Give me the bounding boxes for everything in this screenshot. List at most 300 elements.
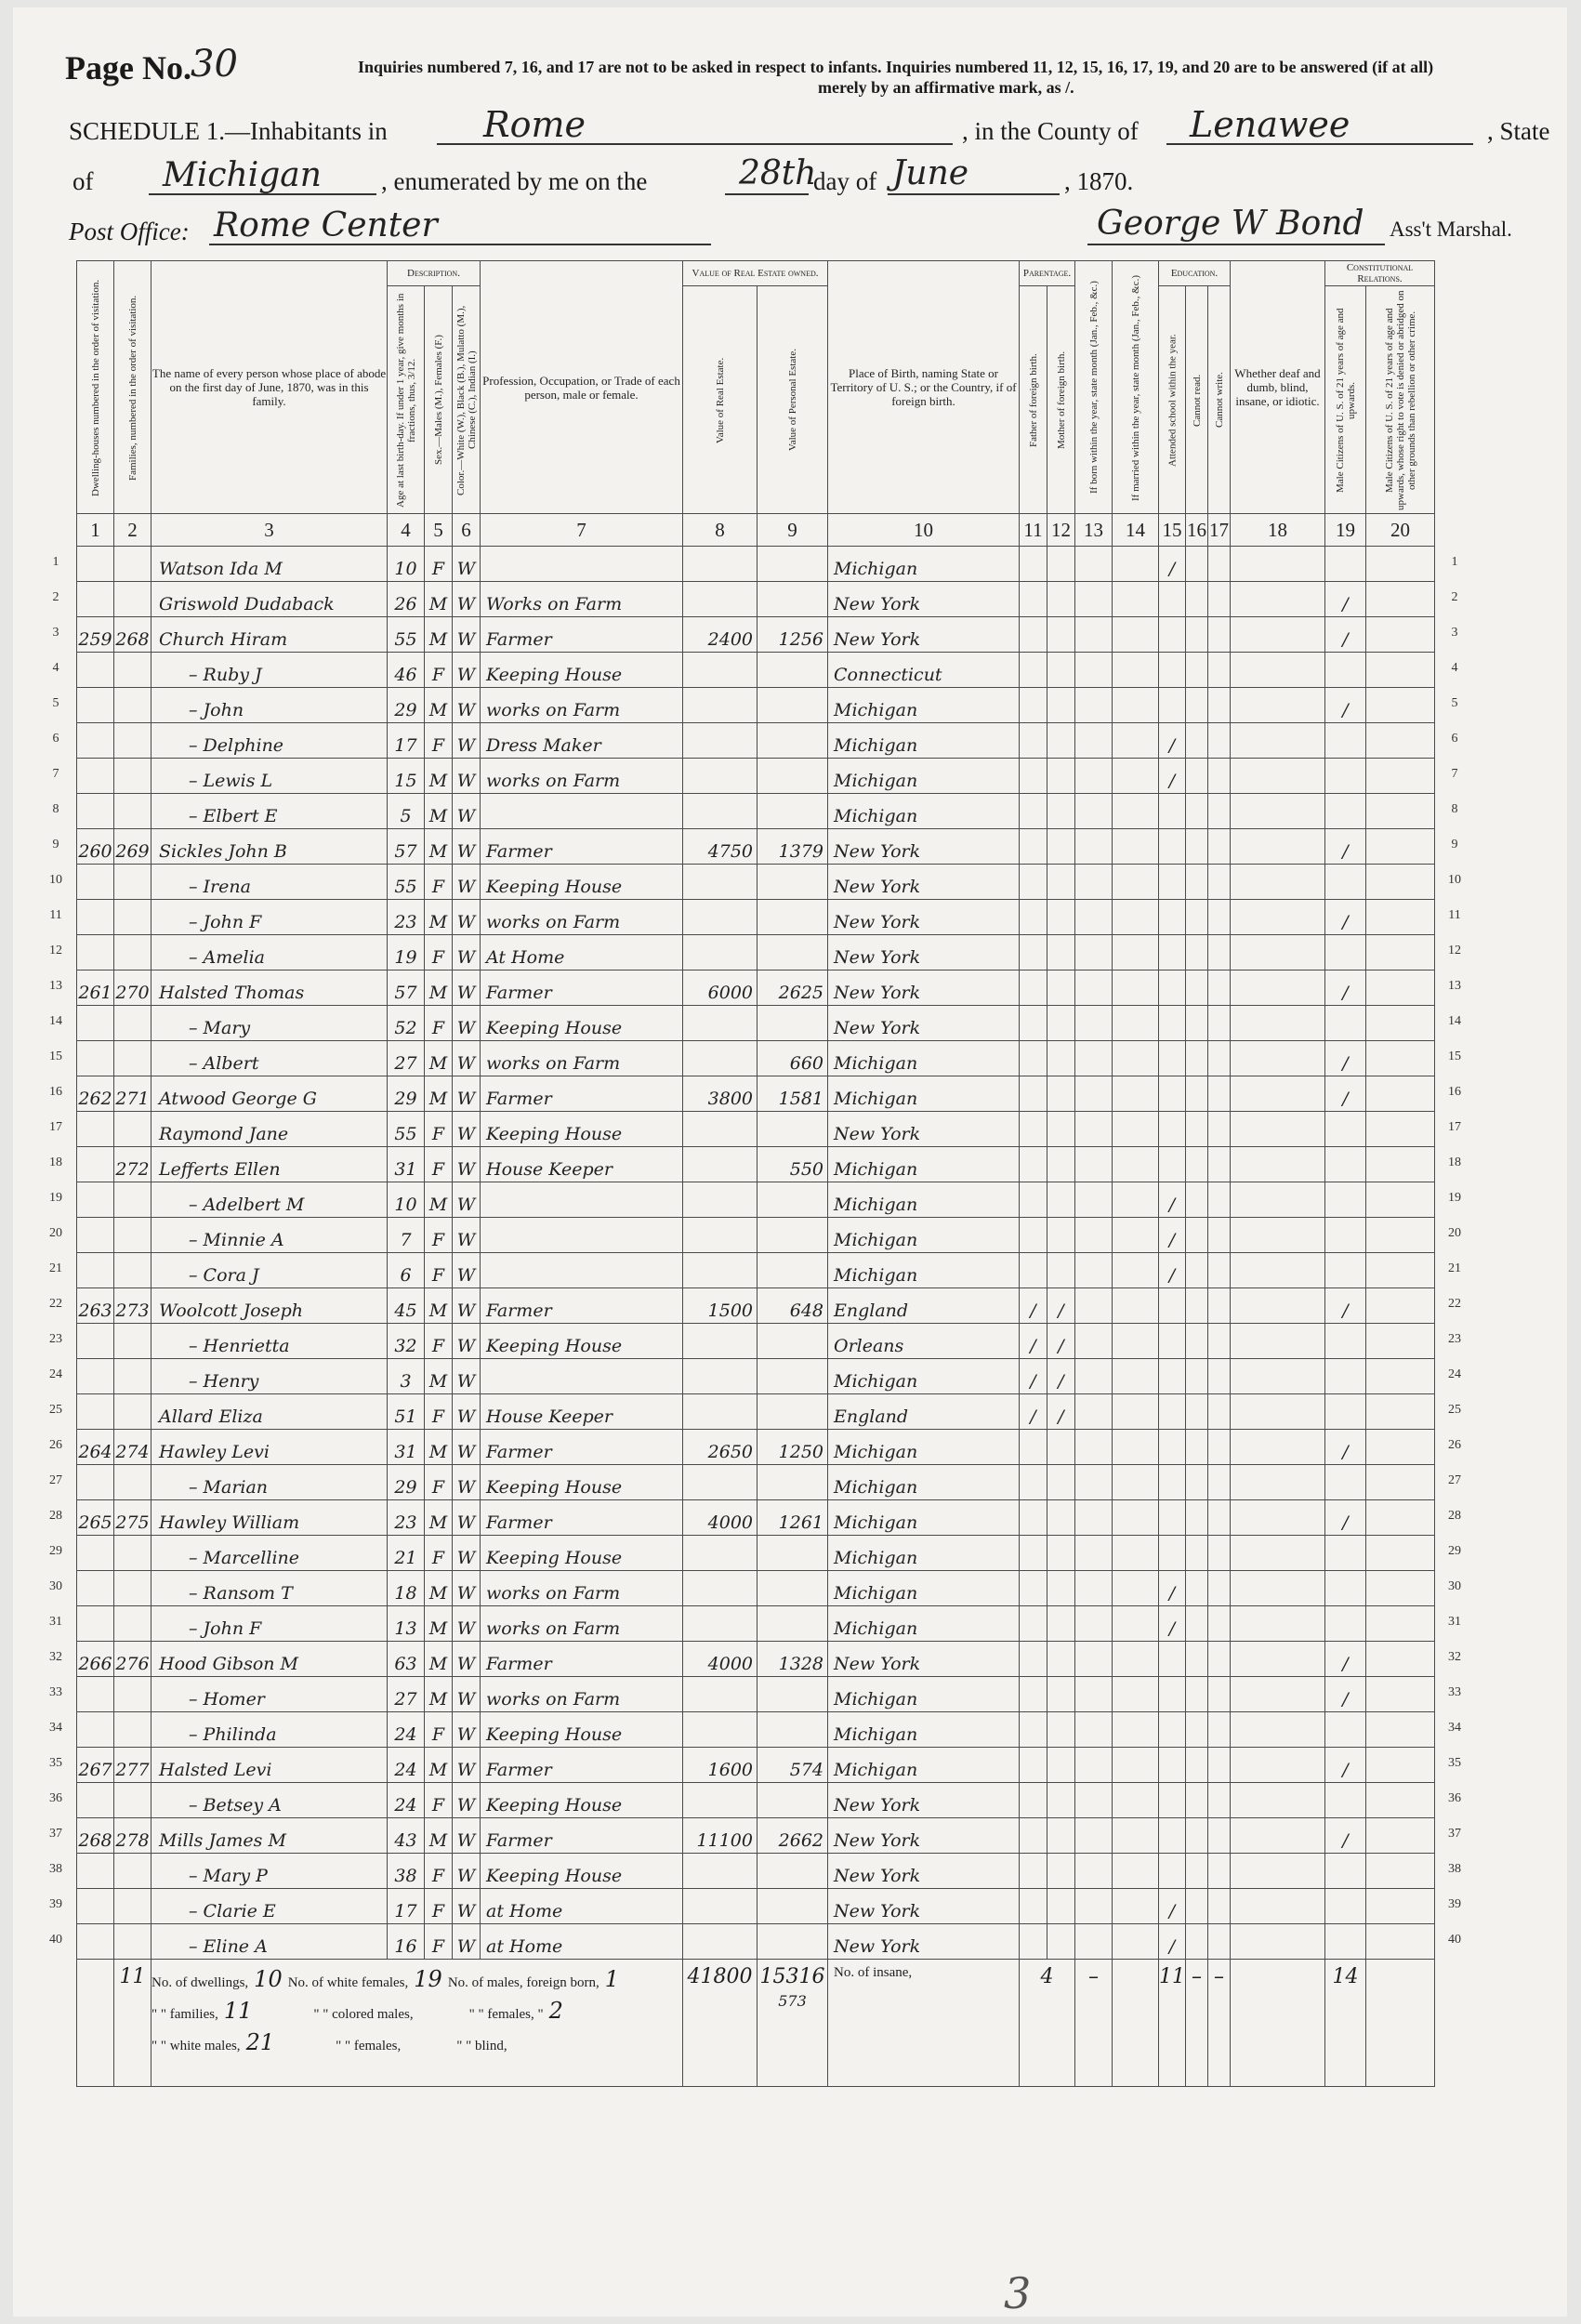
cell-age: 19	[388, 935, 425, 971]
cell-married-within-year	[1113, 1889, 1159, 1924]
cell-age: 10	[388, 1182, 425, 1218]
cell-attended-school	[1159, 935, 1186, 971]
cell-cannot-write	[1208, 1112, 1231, 1147]
col-header-married-within-year: If married within the year, state month (Jan., Feb., &c.)	[1113, 261, 1159, 514]
cell-male-citizen: /	[1325, 1748, 1366, 1783]
cell-cannot-read	[1186, 1288, 1208, 1324]
col-header-birthplace: Place of Birth, naming State or Territory of U. S.; or the Country, if of foreign birth.	[828, 261, 1020, 514]
cell-birthplace: New York	[828, 1642, 1020, 1677]
census-row	[77, 1112, 1435, 1147]
cell-name: Sickles John B	[152, 829, 388, 865]
cell-name: Hawley William	[152, 1500, 388, 1536]
cell-real-estate: 4000	[683, 1500, 758, 1536]
cell-color: W	[453, 1112, 481, 1147]
cell-sex: M	[425, 1642, 453, 1677]
cell-male-citizen	[1325, 1253, 1366, 1288]
cell-sex: F	[425, 653, 453, 688]
cell-birthplace: Michigan	[828, 688, 1020, 723]
line-number: 9	[52, 838, 59, 852]
cell-vote-denied	[1366, 617, 1435, 653]
cell-male-citizen	[1325, 1112, 1366, 1147]
line-number: 21	[1448, 1261, 1461, 1275]
cell-born-within-year	[1075, 1606, 1113, 1642]
totals-families-count: 11	[114, 1960, 152, 2087]
cell-name: Mills James M	[152, 1818, 388, 1854]
cell-mother-foreign: /	[1047, 1359, 1075, 1394]
line-number: 17	[49, 1120, 62, 1134]
line-number: 37	[49, 1827, 62, 1841]
cell-color: W	[453, 1182, 481, 1218]
cell-father-foreign	[1020, 865, 1047, 900]
cell-male-citizen	[1325, 1359, 1366, 1394]
cell-mother-foreign	[1047, 1571, 1075, 1606]
cell-color: W	[453, 1359, 481, 1394]
cell-attended-school	[1159, 1500, 1186, 1536]
cell-dwelling-number	[77, 1465, 114, 1500]
cell-deaf-blind	[1231, 1182, 1325, 1218]
cell-vote-denied	[1366, 1218, 1435, 1253]
cell-attended-school	[1159, 1818, 1186, 1854]
cell-personal-estate	[758, 688, 828, 723]
cell-sex: M	[425, 1430, 453, 1465]
cell-male-citizen	[1325, 865, 1366, 900]
cell-name: Halsted Thomas	[152, 971, 388, 1006]
column-number: 18	[1231, 514, 1325, 547]
cell-sex: F	[425, 1394, 453, 1430]
cell-name: – Irena	[152, 865, 388, 900]
cell-father-foreign	[1020, 1748, 1047, 1783]
cell-cannot-write	[1208, 688, 1231, 723]
cell-cannot-read	[1186, 1041, 1208, 1076]
cell-mother-foreign	[1047, 1712, 1075, 1748]
cell-sex: F	[425, 1253, 453, 1288]
cell-cannot-read	[1186, 1571, 1208, 1606]
line-number: 2	[52, 590, 59, 604]
cell-sex: F	[425, 1889, 453, 1924]
census-row	[77, 1394, 1435, 1430]
cell-real-estate	[683, 1712, 758, 1748]
cell-mother-foreign	[1047, 794, 1075, 829]
totals-real-estate: 41800	[683, 1960, 758, 2087]
cell-occupation: works on Farm	[481, 1571, 683, 1606]
col-header-occupation: Profession, Occupation, or Trade of each person, male or female.	[481, 261, 683, 514]
cell-family-number: 268	[114, 617, 152, 653]
cell-mother-foreign	[1047, 1112, 1075, 1147]
col-header-father-foreign: Father of foreign birth.	[1020, 286, 1047, 514]
cell-deaf-blind	[1231, 1889, 1325, 1924]
cell-cannot-write	[1208, 1924, 1231, 1960]
cell-mother-foreign	[1047, 1783, 1075, 1818]
cell-dwelling-number	[77, 723, 114, 759]
census-row	[77, 1571, 1435, 1606]
cell-deaf-blind	[1231, 935, 1325, 971]
cell-occupation	[481, 1253, 683, 1288]
cell-age: 29	[388, 1465, 425, 1500]
cell-born-within-year	[1075, 900, 1113, 935]
census-row	[77, 547, 1435, 582]
state-value: Michigan	[163, 156, 322, 194]
cell-male-citizen: /	[1325, 1076, 1366, 1112]
cell-male-citizen	[1325, 935, 1366, 971]
census-row	[77, 1359, 1435, 1394]
group-header-parentage: Parentage.	[1020, 261, 1075, 286]
cell-father-foreign	[1020, 1430, 1047, 1465]
cell-age: 55	[388, 865, 425, 900]
schedule-label: SCHEDULE 1.—Inhabitants in	[69, 117, 388, 145]
cell-cannot-read	[1186, 1006, 1208, 1041]
cell-mother-foreign	[1047, 617, 1075, 653]
day-of-label: day of	[813, 167, 877, 195]
cell-occupation: Farmer	[481, 1430, 683, 1465]
cell-real-estate	[683, 1218, 758, 1253]
cell-occupation: Works on Farm	[481, 582, 683, 617]
group-header-education: Education.	[1159, 261, 1231, 286]
cell-occupation: Farmer	[481, 1642, 683, 1677]
cell-family-number	[114, 794, 152, 829]
cell-color: W	[453, 547, 481, 582]
census-row	[77, 865, 1435, 900]
cell-age: 55	[388, 1112, 425, 1147]
cell-personal-estate: 648	[758, 1288, 828, 1324]
cell-personal-estate	[758, 653, 828, 688]
cell-birthplace: England	[828, 1394, 1020, 1430]
cell-color: W	[453, 1818, 481, 1854]
cell-cannot-write	[1208, 1218, 1231, 1253]
cell-mother-foreign	[1047, 1076, 1075, 1112]
cell-cannot-write	[1208, 1536, 1231, 1571]
cell-cannot-write	[1208, 1818, 1231, 1854]
cell-sex: M	[425, 1500, 453, 1536]
cell-deaf-blind	[1231, 653, 1325, 688]
cell-name: – John F	[152, 900, 388, 935]
cell-deaf-blind	[1231, 1112, 1325, 1147]
cell-male-citizen	[1325, 1324, 1366, 1359]
cell-dwelling-number: 261	[77, 971, 114, 1006]
cell-born-within-year	[1075, 582, 1113, 617]
cell-mother-foreign: /	[1047, 1324, 1075, 1359]
cell-family-number	[114, 1783, 152, 1818]
cell-deaf-blind	[1231, 1253, 1325, 1288]
census-row	[77, 1712, 1435, 1748]
post-office-label: Post Office:	[69, 218, 190, 245]
line-number: 26	[49, 1438, 62, 1452]
col-header-attended-school: Attended school within the year.	[1159, 286, 1186, 514]
line-number: 23	[49, 1332, 62, 1346]
cell-family-number	[114, 1536, 152, 1571]
cell-occupation: works on Farm	[481, 1606, 683, 1642]
col-header-dwelling: Dwelling-houses numbered in the order of visitation.	[77, 261, 114, 514]
cell-family-number	[114, 1253, 152, 1288]
cell-born-within-year	[1075, 1677, 1113, 1712]
cell-vote-denied	[1366, 723, 1435, 759]
cell-sex: M	[425, 582, 453, 617]
cell-vote-denied	[1366, 1818, 1435, 1854]
line-number: 29	[1448, 1544, 1461, 1558]
cell-cannot-write	[1208, 1430, 1231, 1465]
cell-mother-foreign	[1047, 971, 1075, 1006]
cell-cannot-read	[1186, 900, 1208, 935]
cell-real-estate	[683, 935, 758, 971]
cell-name: – Adelbert M	[152, 1182, 388, 1218]
cell-real-estate	[683, 1889, 758, 1924]
cell-attended-school	[1159, 617, 1186, 653]
cell-family-number	[114, 1359, 152, 1394]
cell-occupation: Dress Maker	[481, 723, 683, 759]
cell-cannot-read	[1186, 1500, 1208, 1536]
cell-occupation: House Keeper	[481, 1394, 683, 1430]
cell-born-within-year	[1075, 688, 1113, 723]
cell-real-estate	[683, 1783, 758, 1818]
cell-sex: M	[425, 1818, 453, 1854]
totals-families: 11	[223, 1998, 253, 2024]
cell-dwelling-number: 265	[77, 1500, 114, 1536]
census-row	[77, 1218, 1435, 1253]
cell-deaf-blind	[1231, 617, 1325, 653]
cell-sex: F	[425, 1924, 453, 1960]
cell-cannot-write	[1208, 829, 1231, 865]
line-number: 12	[49, 944, 62, 957]
cell-dwelling-number	[77, 1112, 114, 1147]
cell-personal-estate	[758, 1359, 828, 1394]
cell-cannot-write	[1208, 582, 1231, 617]
line-number: 33	[49, 1685, 62, 1699]
cell-sex: F	[425, 865, 453, 900]
cell-born-within-year	[1075, 1218, 1113, 1253]
cell-age: 13	[388, 1606, 425, 1642]
cell-age: 29	[388, 688, 425, 723]
cell-occupation: Keeping House	[481, 865, 683, 900]
line-number: 10	[1448, 873, 1461, 887]
cell-family-number	[114, 653, 152, 688]
cell-family-number	[114, 1854, 152, 1889]
cell-birthplace: New York	[828, 1889, 1020, 1924]
line-number: 15	[1448, 1050, 1461, 1063]
cell-cannot-write	[1208, 794, 1231, 829]
cell-married-within-year	[1113, 1324, 1159, 1359]
cell-personal-estate: 1250	[758, 1430, 828, 1465]
county-value: Lenawee	[1190, 104, 1350, 145]
cell-vote-denied	[1366, 1430, 1435, 1465]
cell-deaf-blind	[1231, 688, 1325, 723]
col-header-mother-foreign: Mother of foreign birth.	[1047, 286, 1075, 514]
column-number: 2	[114, 514, 152, 547]
cell-sex: M	[425, 688, 453, 723]
cell-family-number	[114, 900, 152, 935]
cell-sex: F	[425, 1218, 453, 1253]
cell-dwelling-number	[77, 1147, 114, 1182]
line-number: 11	[1448, 908, 1461, 922]
totals-personal-note: 573	[778, 1992, 807, 2010]
cell-family-number	[114, 582, 152, 617]
column-number: 11	[1020, 514, 1047, 547]
cell-married-within-year	[1113, 865, 1159, 900]
cell-dwelling-number	[77, 1359, 114, 1394]
cell-mother-foreign: /	[1047, 1394, 1075, 1430]
column-number: 20	[1366, 514, 1435, 547]
cell-born-within-year	[1075, 617, 1113, 653]
cell-vote-denied	[1366, 1076, 1435, 1112]
cell-mother-foreign	[1047, 829, 1075, 865]
line-number: 20	[1448, 1226, 1461, 1240]
cell-personal-estate	[758, 1606, 828, 1642]
line-number: 5	[52, 696, 59, 710]
cell-married-within-year	[1113, 1818, 1159, 1854]
cell-mother-foreign	[1047, 759, 1075, 794]
cell-sex: M	[425, 1606, 453, 1642]
cell-family-number	[114, 723, 152, 759]
cell-attended-school	[1159, 1854, 1186, 1889]
cell-name: Hood Gibson M	[152, 1642, 388, 1677]
cell-father-foreign	[1020, 617, 1047, 653]
cell-birthplace: Michigan	[828, 1253, 1020, 1288]
cell-real-estate	[683, 688, 758, 723]
line-number: 16	[1448, 1085, 1461, 1099]
cell-vote-denied	[1366, 1147, 1435, 1182]
cell-age: 27	[388, 1677, 425, 1712]
column-number-row	[77, 514, 1435, 547]
line-number: 22	[49, 1297, 62, 1311]
cell-married-within-year	[1113, 1642, 1159, 1677]
line-number: 31	[1448, 1615, 1461, 1629]
cell-mother-foreign	[1047, 1924, 1075, 1960]
cell-cannot-write	[1208, 759, 1231, 794]
cell-mother-foreign	[1047, 1253, 1075, 1288]
cell-vote-denied	[1366, 971, 1435, 1006]
cell-family-number	[114, 759, 152, 794]
cell-birthplace: Michigan	[828, 794, 1020, 829]
cell-sex: F	[425, 935, 453, 971]
cell-sex: F	[425, 1536, 453, 1571]
cell-mother-foreign	[1047, 1147, 1075, 1182]
cell-occupation: At Home	[481, 935, 683, 971]
cell-mother-foreign	[1047, 1430, 1075, 1465]
line-number: 25	[1448, 1403, 1461, 1417]
cell-mother-foreign	[1047, 1465, 1075, 1500]
cell-occupation: Farmer	[481, 971, 683, 1006]
cell-dwelling-number	[77, 759, 114, 794]
cell-born-within-year	[1075, 1076, 1113, 1112]
cell-cannot-write	[1208, 1889, 1231, 1924]
line-number: 3	[52, 626, 59, 640]
cell-dwelling-number	[77, 1712, 114, 1748]
cell-color: W	[453, 1147, 481, 1182]
col-header-sex: Sex.—Males (M.), Females (F.)	[425, 286, 453, 514]
cell-father-foreign	[1020, 1041, 1047, 1076]
cell-birthplace: Michigan	[828, 1430, 1020, 1465]
cell-vote-denied	[1366, 1288, 1435, 1324]
cell-cannot-write	[1208, 1571, 1231, 1606]
cell-age: 31	[388, 1430, 425, 1465]
cell-dwelling-number	[77, 1006, 114, 1041]
cell-dwelling-number	[77, 1571, 114, 1606]
cell-age: 24	[388, 1748, 425, 1783]
cell-age: 16	[388, 1924, 425, 1960]
line-number: 29	[49, 1544, 62, 1558]
totals-males-foreign: 1	[604, 1966, 619, 1992]
cell-mother-foreign	[1047, 688, 1075, 723]
cell-cannot-read	[1186, 1924, 1208, 1960]
cell-married-within-year	[1113, 617, 1159, 653]
cell-occupation: at Home	[481, 1889, 683, 1924]
cell-sex: F	[425, 1147, 453, 1182]
cell-vote-denied	[1366, 1253, 1435, 1288]
cell-male-citizen: /	[1325, 1430, 1366, 1465]
cell-cannot-read	[1186, 759, 1208, 794]
col-header-family: Families, numbered in the order of visitation.	[114, 261, 152, 514]
cell-name: – Cora J	[152, 1253, 388, 1288]
cell-married-within-year	[1113, 829, 1159, 865]
cell-occupation: Farmer	[481, 1748, 683, 1783]
cell-cannot-read	[1186, 688, 1208, 723]
column-number: 16	[1186, 514, 1208, 547]
cell-mother-foreign	[1047, 1748, 1075, 1783]
cell-male-citizen	[1325, 794, 1366, 829]
totals-born-within-year: –	[1075, 1960, 1113, 2087]
cell-occupation: Farmer	[481, 1818, 683, 1854]
cell-color: W	[453, 759, 481, 794]
cell-mother-foreign	[1047, 1889, 1075, 1924]
cell-attended-school	[1159, 1112, 1186, 1147]
line-number: 38	[49, 1862, 62, 1876]
cell-deaf-blind	[1231, 723, 1325, 759]
census-row	[77, 1924, 1435, 1960]
cell-dwelling-number	[77, 1041, 114, 1076]
cell-cannot-read	[1186, 1854, 1208, 1889]
line-number: 7	[52, 767, 59, 781]
cell-color: W	[453, 935, 481, 971]
cell-family-number	[114, 1465, 152, 1500]
cell-married-within-year	[1113, 1147, 1159, 1182]
cell-married-within-year	[1113, 1677, 1159, 1712]
cell-sex: M	[425, 617, 453, 653]
cell-dwelling-number: 263	[77, 1288, 114, 1324]
cell-sex: F	[425, 547, 453, 582]
cell-born-within-year	[1075, 1359, 1113, 1394]
cell-personal-estate: 1261	[758, 1500, 828, 1536]
line-number: 18	[49, 1155, 62, 1169]
cell-sex: M	[425, 1182, 453, 1218]
cell-attended-school	[1159, 1677, 1186, 1712]
cell-attended-school	[1159, 865, 1186, 900]
cell-mother-foreign	[1047, 1500, 1075, 1536]
cell-male-citizen	[1325, 1465, 1366, 1500]
cell-name: – Homer	[152, 1677, 388, 1712]
cell-deaf-blind	[1231, 1465, 1325, 1500]
totals-summary: No. of dwellings, 10 No. of white females, 19 No. of males, foreign born, 1 " " families, 11 " " colored males, " " females, " 2 " " white males, 21 " " females, " " blind,	[152, 1960, 683, 2087]
cell-mother-foreign	[1047, 1041, 1075, 1076]
cell-mother-foreign	[1047, 1677, 1075, 1712]
column-number: 12	[1047, 514, 1075, 547]
line-number: 12	[1448, 944, 1461, 957]
cell-married-within-year	[1113, 582, 1159, 617]
cell-mother-foreign	[1047, 723, 1075, 759]
cell-male-citizen: /	[1325, 1288, 1366, 1324]
cell-father-foreign: /	[1020, 1359, 1047, 1394]
cell-vote-denied	[1366, 547, 1435, 582]
cell-attended-school	[1159, 1642, 1186, 1677]
cell-mother-foreign	[1047, 900, 1075, 935]
cell-vote-denied	[1366, 1854, 1435, 1889]
cell-father-foreign	[1020, 900, 1047, 935]
cell-male-citizen: /	[1325, 1818, 1366, 1854]
line-number: 10	[49, 873, 62, 887]
cell-vote-denied	[1366, 1889, 1435, 1924]
cell-attended-school	[1159, 971, 1186, 1006]
cell-male-citizen	[1325, 1924, 1366, 1960]
cell-birthplace: Michigan	[828, 1677, 1020, 1712]
cell-color: W	[453, 1253, 481, 1288]
cell-cannot-read	[1186, 1147, 1208, 1182]
